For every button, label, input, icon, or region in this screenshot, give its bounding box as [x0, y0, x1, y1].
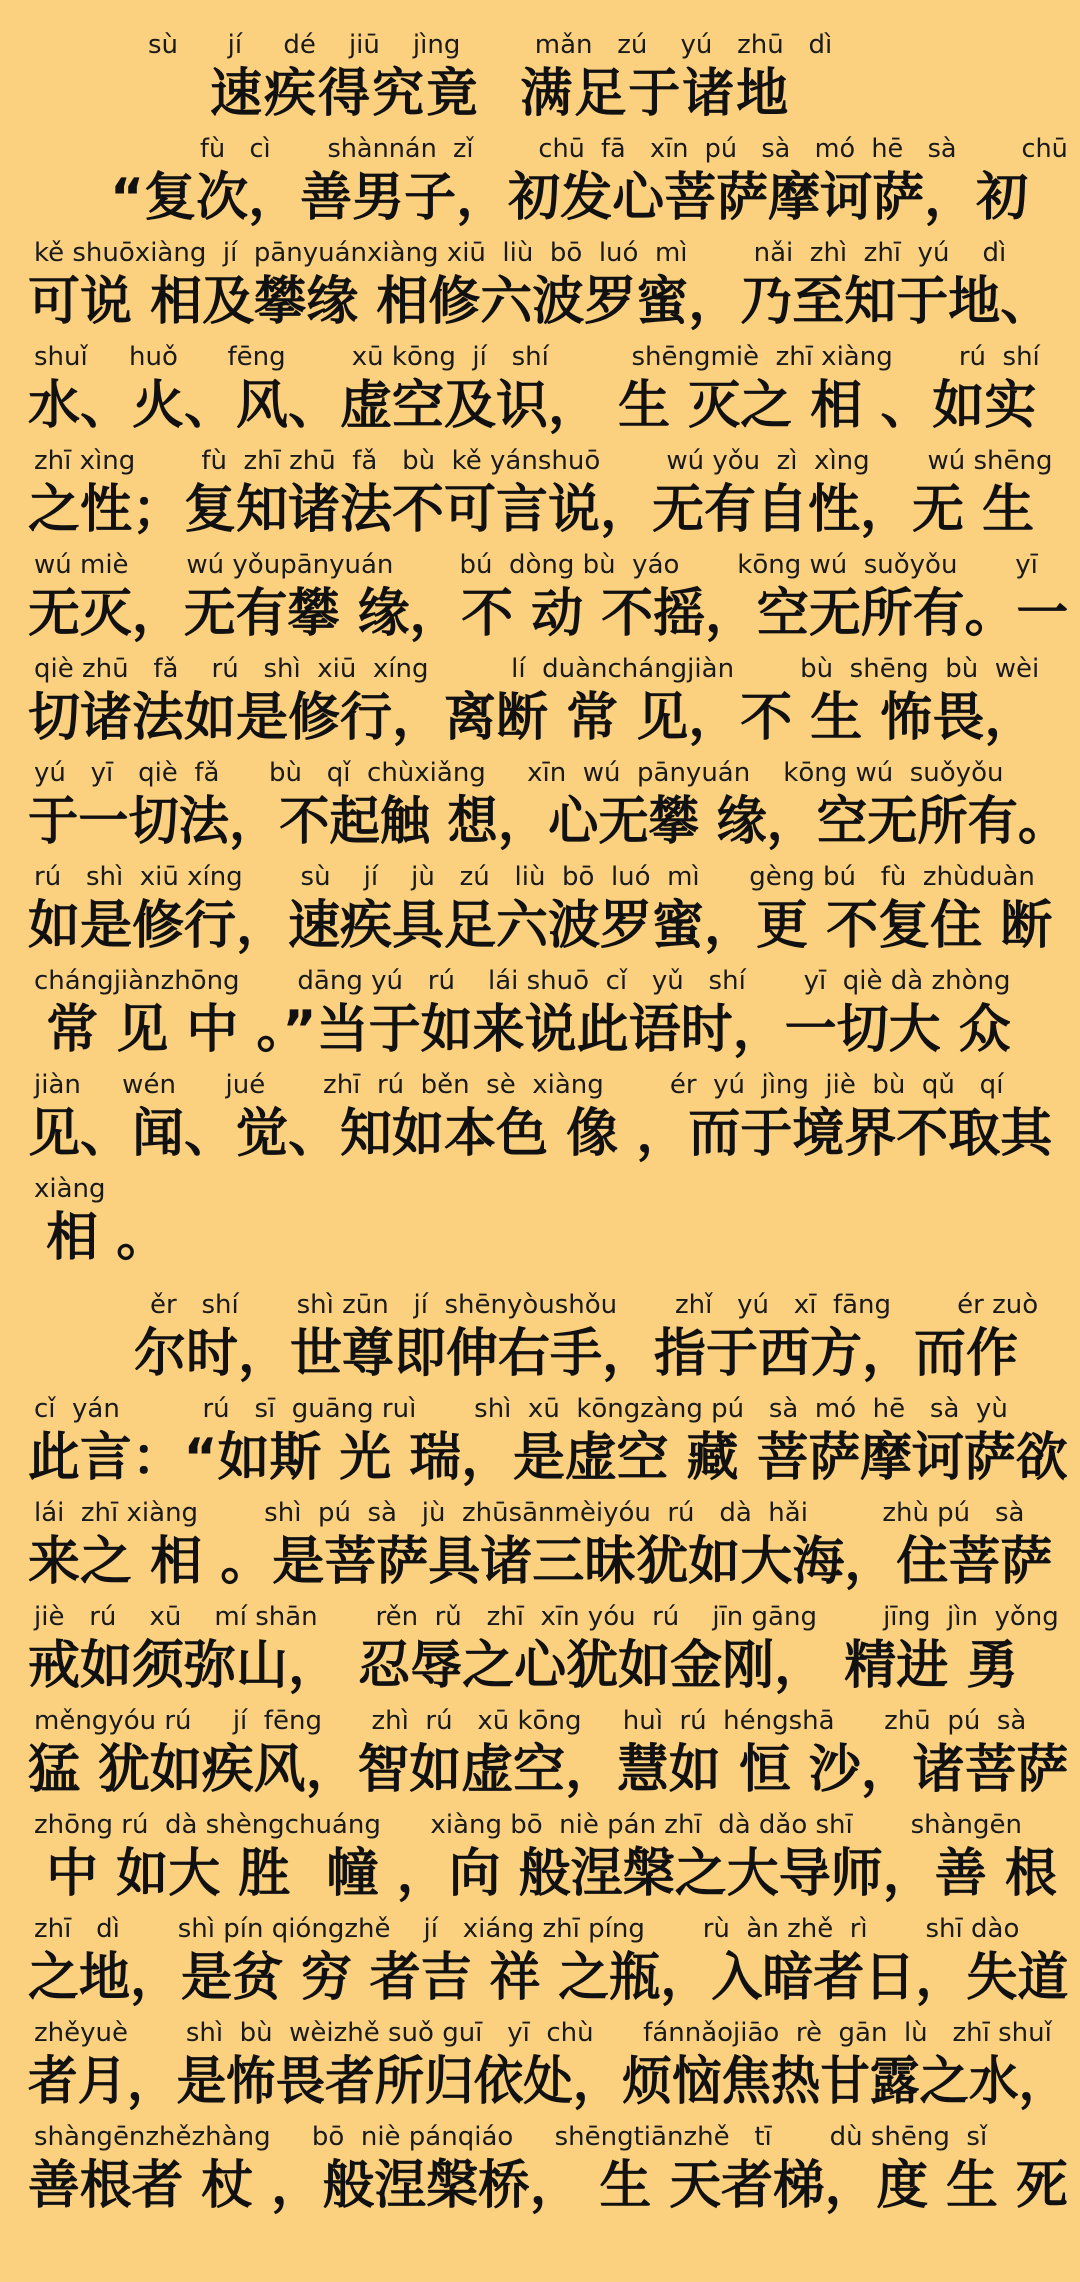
hanzi-line: 见、闻、觉、知如本色 像 ，而于境界不取其 [28, 1104, 1053, 1164]
text-line-17 [0, 1704, 1080, 1808]
text-line-19 [0, 1912, 1080, 2016]
text-line-21 [0, 2120, 1080, 2224]
pinyin-line: yú yī qiè fǎ bù qǐ chùxiǎng xīn wú pānyuán kōng wú suǒyǒu [34, 758, 1004, 788]
hanzi-line: 尔时，世尊即伸右手，指于西方，而作 [134, 1324, 1019, 1384]
pinyin-line: fù cì shànnán zǐ chū fā xīn pú sà mó hē sà chū [200, 134, 1068, 164]
text-line-13 [0, 1288, 1080, 1392]
pinyin-line: qiè zhū fǎ rú shì xiū xíng lí duànchángjiàn bù shēng bù wèi [34, 654, 1040, 684]
hanzi-line: 相 。 [28, 1208, 169, 1268]
pinyin-line: zhī xìng fù zhī zhū fǎ bù kě yánshuō wú yǒu zì xìng wú shēng [34, 446, 1053, 476]
hanzi-line: 此言：“如斯 光 瑞，是虚空 藏 菩萨摩诃萨欲 [28, 1428, 1068, 1488]
pinyin-line: rú shì xiū xíng sù jí jù zú liù bō luó mì gèng bú fù zhùduàn [34, 862, 1035, 892]
hanzi-line: 常 见 中 。”当于如来说此语时，一切大 众 [28, 1000, 1011, 1060]
text-line-12 [0, 1172, 1080, 1276]
text-line-2 [0, 132, 1080, 236]
text-line-8 [0, 756, 1080, 860]
text-line-11 [0, 1068, 1080, 1172]
pinyin-line: jiàn wén jué zhī rú běn sè xiàng ér yú jìng jiè bù qǔ qí [34, 1070, 1004, 1100]
hanzi-line: 水、火、风、虚空及识， 生 灭之 相 、如实 [28, 376, 1037, 436]
text-line-18 [0, 1808, 1080, 1912]
hanzi-line: 之地，是贫 穷 者吉 祥 之瓶，入暗者日，失道 [28, 1948, 1069, 2008]
hanzi-line: 来之 相 。是菩萨具诸三昧犹如大海，住菩萨 [28, 1532, 1053, 1592]
pinyin-line: lái zhī xiàng shì pú sà jù zhūsānmèiyóu rú dà hǎi zhù pú sà [34, 1498, 1025, 1528]
pinyin-line: zhěyuè shì bù wèizhě suǒ guī yī chù fánnǎojiāo rè gān lù zhī shuǐ [34, 2018, 1052, 2048]
pinyin-line: sù jí dé jiū jìng mǎn zú yú zhū dì [148, 30, 833, 60]
text-line-4 [0, 340, 1080, 444]
hanzi-line: 切诸法如是修行，离断 常 见，不 生 怖畏， [28, 688, 1037, 748]
text-line-6 [0, 548, 1080, 652]
hanzi-line: 戒如须弥山， 忍辱之心犹如金刚， 精进 勇 [28, 1636, 1019, 1696]
text-line-3 [0, 236, 1080, 340]
hanzi-line: 之性；复知诸法不可言说，无有自性，无 生 [28, 480, 1035, 540]
hanzi-line: 善根者 杖 ，般涅槃桥， 生 天者梯，度 生 死 [28, 2156, 1068, 2216]
text-line-15 [0, 1496, 1080, 1600]
hanzi-line: 可说 相及攀缘 相修六波罗蜜，乃至知于地、 [28, 272, 1053, 332]
hanzi-line: 无灭，无有攀 缘，不 动 不摇，空无所有。一 [28, 584, 1069, 644]
pinyin-line: wú miè wú yǒupānyuán bú dòng bù yáo kōng wú suǒyǒu yī [34, 550, 1038, 580]
hanzi-line: 者月，是怖畏者所归依处，烦恼焦热甘露之水， [28, 2052, 1069, 2112]
text-line-20 [0, 2016, 1080, 2120]
text-line-14 [0, 1392, 1080, 1496]
pinyin-line: shàngēnzhězhàng bō niè pánqiáo shēngtiānzhě tī dù shēng sǐ [34, 2122, 988, 2152]
text-line-10 [0, 964, 1080, 1068]
pinyin-line: xiàng [34, 1174, 106, 1204]
hanzi-line: 猛 犹如疾风，智如虚空，慧如 恒 沙，诸菩萨 [28, 1740, 1069, 1800]
hanzi-line: 如是修行，速疾具足六波罗蜜，更 不复住 断 [28, 896, 1053, 956]
text-line-9 [0, 860, 1080, 964]
text-line-16 [0, 1600, 1080, 1704]
text-line-5 [0, 444, 1080, 548]
pinyin-line: zhōng rú dà shèngchuáng xiàng bō niè pán zhī dà dǎo shī shàngēn [34, 1810, 1023, 1840]
pinyin-line: zhī dì shì pín qióngzhě jí xiáng zhī píng rù àn zhě rì shī dào [34, 1914, 1020, 1944]
text-line-7 [0, 652, 1080, 756]
pinyin-line: kě shuōxiàng jí pānyuánxiàng xiū liù bō luó mì nǎi zhì zhī yú dì [34, 238, 1007, 268]
hanzi-line: 中 如大 胜 幢 ，向 般涅槃之大导师，善 根 [28, 1844, 1057, 1904]
pinyin-line: cǐ yán rú sī guāng ruì shì xū kōngzàng pú sà mó hē sà yù [34, 1394, 1008, 1424]
pinyin-line: ěr shí shì zūn jí shēnyòushǒu zhǐ yú xī fāng ér zuò [150, 1290, 1039, 1320]
title-text: 速疾得究竟 满足于诸地 [210, 64, 791, 124]
pinyin-line: shuǐ huǒ fēng xū kōng jí shí shēngmiè zhī xiàng rú shí [34, 342, 1040, 372]
pinyin-line: jiè rú xū mí shān rěn rǔ zhī xīn yóu rú jīn gāng jīng jìn yǒng [34, 1602, 1059, 1632]
pinyin-line: chángjiànzhōng dāng yú rú lái shuō cǐ yǔ shí yī qiè dà zhòng [34, 966, 1011, 996]
hanzi-line: 于一切法，不起触 想，心无攀 缘，空无所有。 [28, 792, 1069, 852]
text-line-1 [0, 28, 1080, 132]
hanzi-line: “复次，善男子，初发心菩萨摩诃萨，初 [110, 168, 1029, 228]
pinyin-line: měngyóu rú jí fēng zhì rú xū kōng huì rú héngshā zhū pú sà [34, 1706, 1027, 1736]
